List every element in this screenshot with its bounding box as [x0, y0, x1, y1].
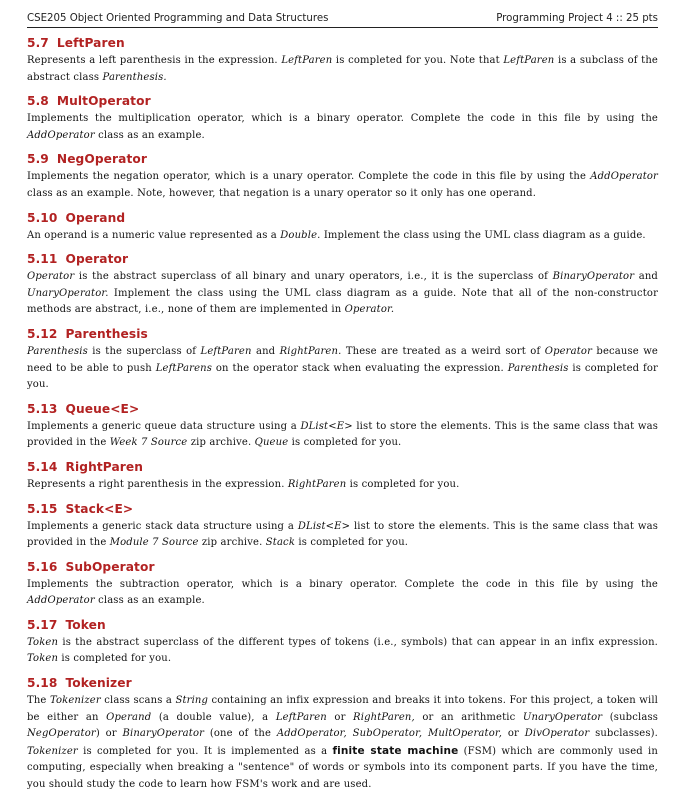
section-body: [27, 519, 658, 552]
section-title: Operator: [65, 252, 129, 267]
class-name-reference: LeftParen: [281, 55, 333, 66]
section-parenthesis: [27, 327, 658, 394]
body-text: is completed for you.: [58, 653, 172, 665]
section-heading: [27, 152, 658, 166]
section-number: 5.10: [27, 210, 58, 225]
section-heading: [27, 460, 658, 474]
section-stack-e: [27, 502, 658, 552]
body-text: is completed for you.: [295, 537, 409, 549]
body-text: Implements the subtraction operator, which is a binary operator. Complete the code in this file by using the: [27, 578, 658, 590]
section-body: [27, 269, 658, 319]
body-text: is the superclass of: [87, 345, 201, 357]
body-text: Implements a generic queue data structure using a: [27, 420, 301, 432]
class-name-reference: UnaryOperator: [522, 711, 603, 723]
body-text: Implements a generic stack data structure using a: [27, 520, 298, 532]
class-name-reference: Token: [27, 636, 59, 648]
body-text: Represents a left parenthesis in the expression.: [27, 55, 282, 66]
section-body: [27, 477, 658, 494]
section-heading: [27, 327, 658, 341]
body-text: is completed for you.: [288, 437, 402, 449]
body-text: is the abstract superclass of the different types of tokens (i.e., symbols) that can appear in an infix expression.: [58, 636, 658, 648]
body-text: or: [326, 711, 354, 723]
section-rightparen: [27, 460, 658, 494]
body-text: class as an example.: [94, 595, 205, 607]
section-heading: [27, 402, 658, 416]
section-title: MultOperator: [56, 94, 151, 109]
section-number: 5.8: [27, 94, 49, 109]
section-body: [27, 53, 658, 86]
project-label: Programming Project 4 :: 25 pts: [496, 13, 658, 24]
section-number: 5.17: [27, 617, 58, 632]
section-heading: [27, 676, 658, 690]
section-leftparen: [27, 36, 658, 86]
class-name-reference: AddOperator: [27, 595, 95, 607]
class-name-reference: Queue: [254, 437, 289, 449]
class-name-reference: Module 7 Source: [109, 537, 199, 549]
class-name-reference: LeftParen: [275, 711, 327, 723]
class-name-reference: Operator: [27, 271, 75, 283]
section-heading: [27, 36, 658, 50]
class-name-reference: BinaryOperator: [122, 728, 205, 740]
class-name-reference: LeftParen: [503, 55, 555, 66]
class-name-reference: AddOperator: [590, 171, 658, 183]
class-name-reference: Double.: [280, 229, 321, 241]
section-queue-e: [27, 402, 658, 452]
section-title: SubOperator: [65, 559, 155, 574]
class-name-reference: UnaryOperator.: [27, 287, 109, 299]
class-name-reference: LeftParen: [200, 345, 252, 357]
section-title: Tokenizer: [65, 676, 132, 691]
body-text: subclasses).: [589, 728, 658, 740]
body-text: is completed for you.: [346, 478, 460, 490]
section-number: 5.11: [27, 252, 58, 267]
body-text: or an arithmetic: [414, 711, 523, 723]
class-name-reference: NegOperator: [27, 728, 96, 740]
body-text: on the operator stack when evaluating the expression.: [212, 362, 508, 374]
section-title: Parenthesis: [65, 326, 148, 341]
section-body: [27, 419, 658, 452]
class-name-reference: AddOperator: [27, 129, 95, 141]
page-header: [27, 0, 658, 28]
section-title: Token: [65, 617, 106, 632]
section-number: 5.12: [27, 326, 58, 341]
body-text: ) or: [95, 728, 123, 740]
section-number: 5.16: [27, 559, 58, 574]
class-name-reference: Parenthesis: [507, 362, 569, 374]
class-name-reference: LeftParens: [155, 362, 213, 374]
class-name-reference: DList<E>: [300, 420, 353, 432]
class-name-reference: Parenthesis: [27, 345, 88, 357]
section-title: Stack<E>: [65, 501, 134, 516]
course-title: CSE205 Object Oriented Programming and Data Structures: [27, 13, 329, 24]
class-name-reference: Tokenizer: [49, 695, 101, 707]
body-text: Implements the negation operator, which is a unary operator. Complete the code in this file by using the: [27, 171, 591, 183]
section-token: [27, 618, 658, 668]
class-name-reference: Operator.: [344, 304, 395, 316]
section-heading: [27, 618, 658, 632]
body-text: is a subclass of the abstract class: [27, 55, 658, 83]
body-text: zip archive.: [198, 537, 266, 549]
body-text: because we need to be able to push: [27, 345, 658, 374]
section-body: [27, 635, 658, 668]
section-body: [27, 693, 658, 794]
class-name-reference: RightParen.: [279, 345, 342, 357]
section-body: [27, 111, 658, 144]
section-number: 5.14: [27, 459, 58, 474]
section-tokenizer: [27, 676, 658, 794]
body-text: class as an example.: [94, 129, 205, 141]
section-number: 5.18: [27, 676, 58, 691]
body-text: The: [27, 695, 50, 707]
section-heading: [27, 211, 658, 225]
section-number: 5.13: [27, 401, 58, 416]
body-text: These are treated as a weird sort of: [341, 345, 545, 357]
section-title: Operand: [65, 210, 126, 225]
section-heading: [27, 560, 658, 574]
class-name-reference: RightParen: [287, 478, 347, 490]
class-name-reference: Week 7 Source: [109, 437, 188, 449]
section-number: 5.9: [27, 152, 49, 167]
body-text: is the abstract superclass of all binary and unary operators, i.e., it is the superclass of: [74, 271, 553, 283]
section-title: RightParen: [65, 459, 144, 474]
body-text: Implement the class using the UML class diagram as a guide. Note that all of the non-constructor methods are abstract, i.e., none of them are implemented in: [27, 287, 658, 316]
class-name-reference: Stack: [265, 537, 296, 549]
body-text: (a double value), a: [151, 711, 276, 723]
section-body: [27, 344, 658, 394]
body-text: is completed for you. It is implemented as a: [77, 745, 333, 757]
class-name-reference: RightParen,: [353, 711, 415, 723]
section-heading: [27, 94, 658, 108]
section-title: LeftParen: [56, 36, 125, 50]
class-name-reference: Token: [27, 653, 59, 665]
class-name-reference: DivOperator: [524, 728, 590, 740]
section-heading: [27, 252, 658, 266]
body-text: is completed for you. Note that: [332, 55, 504, 66]
body-text: (FSM) which are commonly used in computing, especially when breaking a "sentence" of words or symbols into its component parts. If you have the time, you should study the code to learn how FSM's work and are used.: [27, 745, 659, 791]
class-name-reference: String: [175, 695, 209, 707]
body-text: (subclass: [602, 711, 659, 723]
body-text: An operand is a numeric value represented as a: [27, 229, 281, 241]
section-number: 5.7: [27, 36, 49, 50]
section-suboperator: [27, 560, 658, 610]
section-title: Queue<E>: [65, 401, 140, 416]
section-operand: [27, 211, 658, 245]
section-body: [27, 577, 658, 610]
class-name-reference: DList<E>: [297, 520, 351, 532]
body-text: class scans a: [100, 695, 176, 707]
class-name-reference: Parenthesis.: [102, 71, 167, 83]
section-negoperator: [27, 152, 658, 202]
class-name-reference: Tokenizer: [27, 745, 78, 757]
section-operator: [27, 252, 658, 319]
body-text: and: [634, 271, 658, 283]
sections-container: [27, 36, 658, 794]
body-text: is completed for you.: [27, 362, 658, 391]
body-text: or: [502, 728, 525, 740]
body-text: list to store the elements. This is the same class that was provided in the: [27, 420, 658, 449]
body-text: Implement the class using the UML class diagram as a guide.: [320, 229, 646, 241]
body-text: Implements the multiplication operator, which is a binary operator. Complete the code in this file by using the: [27, 113, 658, 125]
section-body: [27, 169, 658, 202]
body-text: and: [251, 345, 280, 357]
bold-term: finite state machine: [332, 744, 459, 757]
body-text: Represents a right parenthesis in the expression.: [27, 478, 288, 490]
body-text: zip archive.: [187, 437, 255, 449]
section-body: [27, 228, 658, 245]
section-multoperator: [27, 94, 658, 144]
section-number: 5.15: [27, 501, 58, 516]
section-heading: [27, 502, 658, 516]
class-name-reference: AddOperator, SubOperator, MultOperator,: [276, 728, 503, 740]
body-text: (one of the: [204, 728, 277, 740]
body-text: list to store the elements. This is the same class that was provided in the: [27, 520, 658, 549]
class-name-reference: Operator: [544, 345, 592, 357]
class-name-reference: BinaryOperator: [552, 271, 635, 283]
body-text: class as an example. Note, however, that negation is a unary operator so it only has one operand.: [27, 187, 537, 199]
section-title: NegOperator: [56, 152, 147, 167]
class-name-reference: Operand: [106, 711, 152, 723]
body-text: containing an infix expression and breaks it into tokens. For this project, a token will be either an: [27, 695, 659, 723]
